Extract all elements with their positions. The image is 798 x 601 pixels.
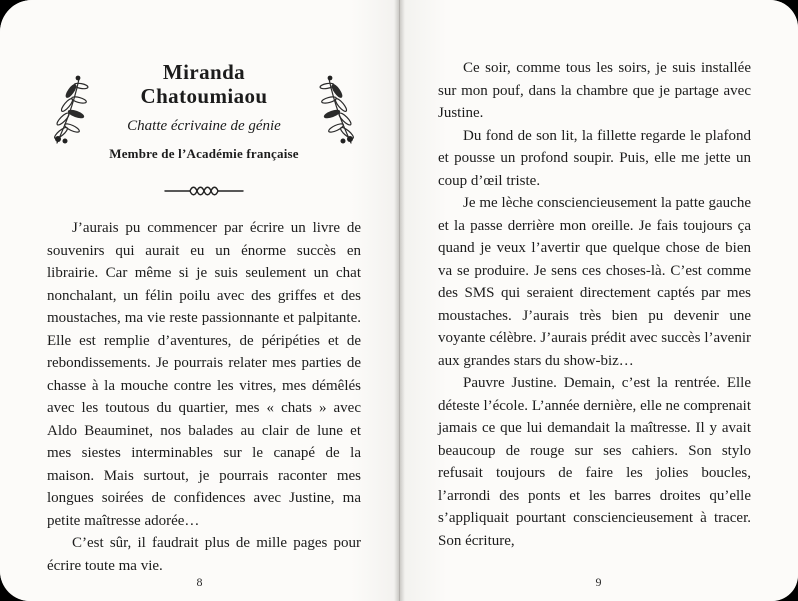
page-number-right: 9 xyxy=(595,575,602,589)
chapter-title: Miranda Chatoumiaou xyxy=(140,60,268,109)
paragraph: J’aurais pu commencer par écrire un livre de souvenirs qui aurait eu un énorme succès en librairie. Car même si je suis seulement un chat nonchalant, un félin poilu avec des griffes et des moustaches, ma vie reste passionnante et palpitante. Elle est remplie d’aventures, de péripéties et de rebondissements. Je pourrais relater mes parties de chasse à la mouche contre les vitres, mes démêlés avec les toutous du quartier, mes « chats » avec Aldo Beauminet, nos balades au clair de lune et mes siestes interminables sur le canapé de la maison. Mais surtout, je pourrais raconter mes longues soirées de confidences avec Justine, ma petite maîtresse adorée… xyxy=(47,220,361,529)
paragraph: C’est sûr, il faudrait plus de mille pages pour écrire toute ma vie. xyxy=(47,535,361,574)
paragraph: Pauvre Justine. Demain, c’est la rentrée. Elle déteste l’école. L’année dernière, elle ne comprenait jamais ce que lui demandait la maîtresse. Il y avait beaucoup de rouge sur ses cahiers. Son stylo refusait toujours de faire les jolies boucles, l’arrondi des ponts et les barres droites qu’elle s’appliquait pourtant consciencieusement à tracer. Son écriture, xyxy=(438,375,751,549)
right-page xyxy=(399,0,798,601)
page-number-left: 8 xyxy=(196,575,203,589)
paragraph: Ce soir, comme tous les soirs, je suis installée sur mon pouf, dans la chambre que je partage avec Justine. xyxy=(438,60,751,121)
chapter-title-block xyxy=(101,60,307,162)
paragraph: Du fond de son lit, la fillette regarde le plafond et pousse un profond soupir. Puis, elle me jette un coup d’œil triste. xyxy=(438,127,751,189)
chapter-header xyxy=(47,60,361,162)
left-page-text xyxy=(47,217,361,577)
chapter-affiliation: Membre de l’Académie française xyxy=(109,146,299,162)
right-page-text xyxy=(438,57,751,552)
paragraph: Je me lèche consciencieusement la patte gauche et la passe derrière mon oreille. Je fais toujours ça quand je veux l’avertir que quelque chose de bien va se produire. Je sens ces choses-là. C’est comme des SMS qui seraient directement captés par mes moustaches. J’aurais très bien pu devenir une voyante célèbre. J’aurais prédit avec succès l’avenir aux grandes stars du show-biz… xyxy=(438,195,751,369)
chapter-subtitle: Chatte écrivaine de génie xyxy=(127,118,281,135)
olive-branch-right-icon xyxy=(311,73,361,150)
olive-branch-left-icon xyxy=(47,73,97,150)
rope-divider-icon xyxy=(47,183,361,199)
